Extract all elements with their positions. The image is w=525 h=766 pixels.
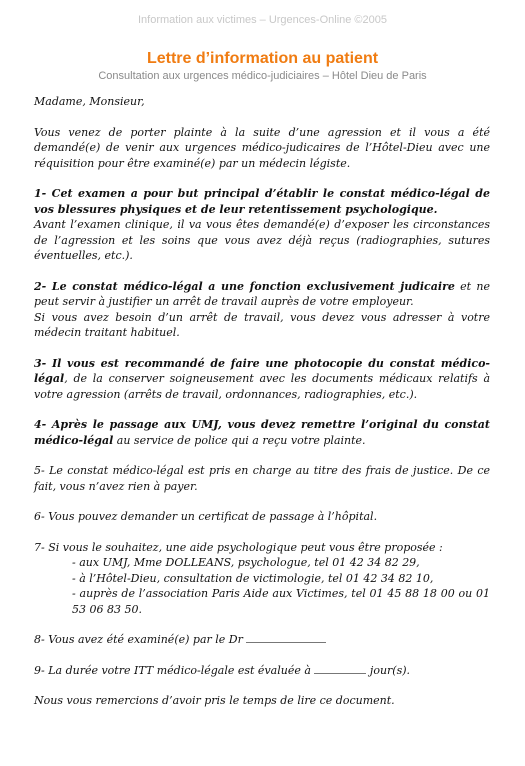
item-3	[34, 356, 490, 403]
item-6: 6- Vous pouvez demander un certificat de passage à l’hôpital.	[34, 510, 378, 523]
letter-body	[34, 94, 490, 709]
letter-title: Lettre d’information au patient	[146, 50, 379, 67]
item-1-text: Avant l’examen clinique, il va vous êtes demandé(e) d’exposer les circonstances de l’agression et les soins que vous avez déjà reçus (radiographies, sutures éventuelles, etc.).	[34, 218, 490, 262]
greeting: Madame, Monsieur,	[34, 95, 145, 108]
item-7-sub-1: - aux UMJ, Mme DOLLEANS, psychologue, tel 01 42 34 82 29,	[72, 556, 420, 569]
item-4-bold: 4- Après le passage aux UMJ, vous devez remettre l’original du constat médico-légal	[34, 418, 490, 447]
doctor-name-blank	[246, 632, 326, 643]
item-7-sub-3: - auprès de l’association Paris Aide aux Victimes, tel 01 45 88 18 00 ou 01 53 06 83 50.	[72, 587, 490, 616]
item-8	[34, 632, 490, 648]
item-2-text2: Si vous avez besoin d’un arrêt de travail, vous devez vous adresser à votre médecin traitant habituel.	[34, 310, 490, 339]
item-7-sub-2: - à l’Hôtel-Dieu, consultation de victimologie, tel 01 42 34 82 10,	[72, 571, 434, 585]
item-4-text: au service de police qui a reçu votre plainte.	[113, 433, 366, 447]
item-7: 7- Si vous le souhaitez, une aide psychologique peut vous être proposée :	[34, 540, 443, 554]
item-8-text: 8- Vous avez été examiné(e) par le Dr	[34, 633, 243, 646]
item-3-bold: 3- Il vous est recommandé de faire une photocopie du constat médico-légal	[34, 356, 490, 385]
item-2-bold: 2- Le constat médico-légal a une fonction exclusivement judicaire	[34, 279, 455, 293]
item-4	[34, 417, 490, 448]
item-2-text: et ne peut servir à justifier un arrêt de travail auprès de votre employeur.	[34, 279, 490, 308]
itt-days-blank	[314, 663, 366, 674]
item-3-text: , de la conserver soigneusement avec les documents médicaux relatifs à votre agression (arrêts de travail, ordonnances, radiographies, etc.).	[34, 372, 490, 401]
item-9-text-after: jour(s).	[369, 663, 411, 677]
item-5: 5- Le constat médico-légal est pris en charge au titre des frais de justice. De ce fait, vous n’avez rien à payer.	[34, 464, 490, 493]
item-1	[34, 186, 490, 217]
item-9-text-before: 9- La durée votre ITT médico-légale est évaluée à	[34, 663, 311, 677]
item-2	[34, 279, 490, 310]
letter-subtitle: Consultation aux urgences médico-judiciaires – Hôtel Dieu de Paris	[98, 70, 427, 82]
intro-paragraph: Vous venez de porter plainte à la suite d’une agression et il vous a été demandé(e) de venir aux urgences médico-judicaires de l’Hôtel-Dieu avec une réquisition pour être examiné(e) par un médecin légiste.	[34, 125, 490, 170]
page-header: Information aux victimes – Urgences-Online ©2005	[138, 14, 387, 26]
item-9	[34, 663, 490, 679]
closing: Nous vous remercions d’avoir pris le temps de lire ce document.	[34, 694, 395, 707]
item-1-bold: 1- Cet examen a pour but principal d’établir le constat médico-légal de vos blessures physiques et de leur retentissement psychologique.	[34, 187, 490, 216]
